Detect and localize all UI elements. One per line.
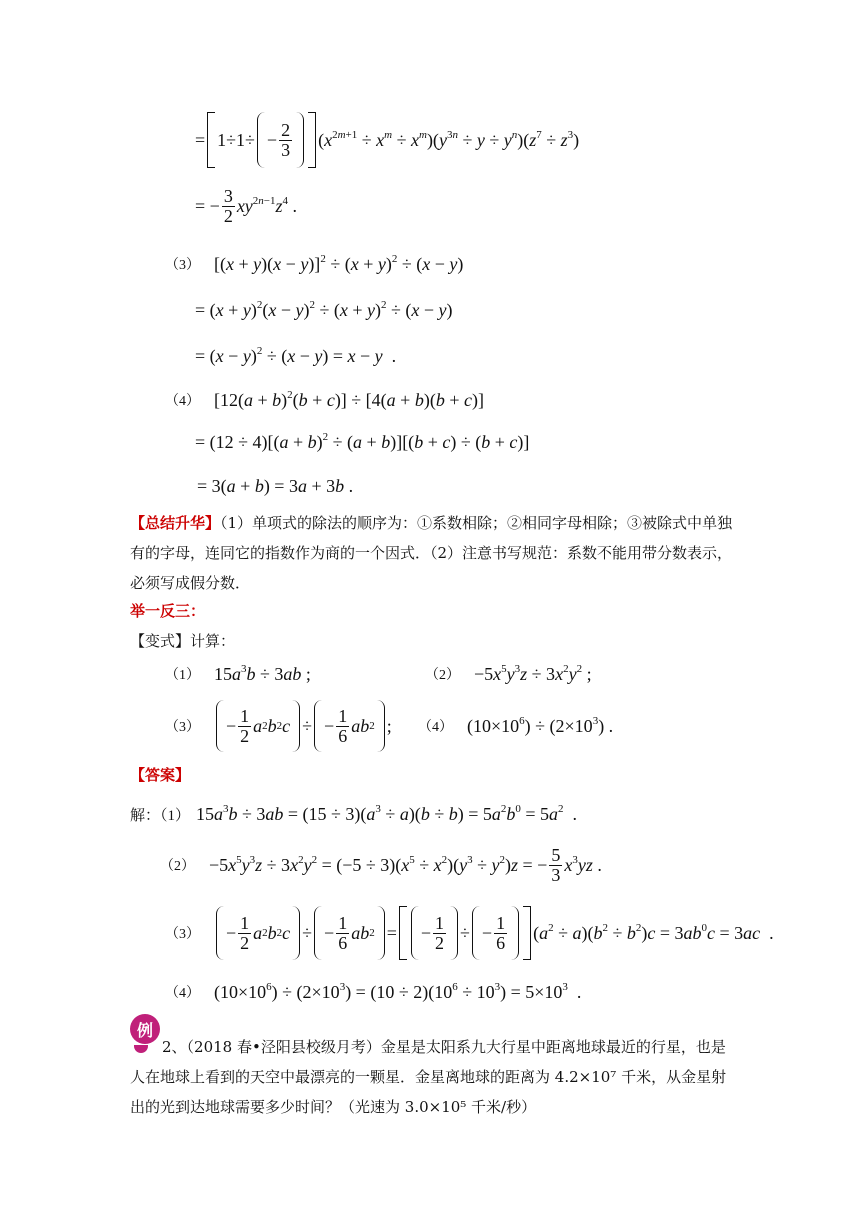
expr-part: $(x - y)^2 \div (x - y) = x - y$ . [205, 344, 397, 366]
equals-sign: = [195, 431, 206, 452]
eq-line-6 [165, 386, 484, 414]
item-label: （2） [160, 859, 195, 874]
item-label: （1） [165, 668, 200, 683]
left-bracket [207, 112, 215, 168]
expr-part: $[(x + y)(x - y)]^2 \div (x + y)^2 \div (x - y)$ [214, 252, 464, 274]
item-label: （4） [165, 986, 200, 1001]
right-paren [450, 906, 458, 960]
item-label: （3） [165, 258, 200, 273]
answer-title: 【答案】 [130, 766, 191, 784]
right-paren [292, 906, 300, 960]
item-label: 解：（1） [130, 807, 191, 824]
left-paren [216, 906, 224, 960]
right-paren [511, 906, 519, 960]
fraction: $\frac{5}{3}$ [551, 844, 561, 885]
answer-2 [160, 840, 602, 890]
eq-line-3 [165, 250, 463, 278]
expr-part: $15a^3b \div 3ab = (15 \div 3)(a^3 \div a)(b \div b) = 5a^2b^0 = 5a^2$ . [196, 802, 578, 824]
equals-minus: = − [195, 195, 220, 216]
eq-line-1 [195, 112, 579, 168]
practice-2 [425, 660, 592, 688]
right-paren [296, 112, 304, 168]
left-paren [411, 906, 419, 960]
expr-part: $[12(a + b)^2(b + c)] \div [4(a + b)(b + c)]$ [214, 388, 484, 410]
left-bracket [399, 906, 407, 960]
example-paragraph [130, 1032, 770, 1122]
example-badge-icon: 例 [130, 1014, 160, 1044]
expr-part: $(a^2 \div a)(b^2 \div b^2)c = 3ab^0c = 3ac$ . [533, 921, 774, 943]
expr-part: $-5x^5y^3z \div 3x^2y^2 = (-5 \div 3)(x^5 \div x^2)(y^3 \div y^2)z$ = − [209, 853, 548, 875]
summary-title: 【总结升华】 [130, 514, 221, 532]
item-label: （2） [425, 668, 460, 683]
item-label: （3） [165, 720, 200, 735]
practice-3: （3） − $\frac{1}{2}$ a 2 b 2 c ÷ − $\frac{1}{6}$ ab 2 ; [165, 700, 392, 752]
left-paren [314, 700, 322, 752]
equals-sign: = [195, 299, 206, 320]
frac-den: 2 [223, 205, 233, 226]
expr-part: $(10\times 10^6) \div (2\times 10^3) = (10 \div 2)(10^6 \div 10^3) = 5\times 10^3$ . [214, 980, 582, 1002]
item-label: （4） [165, 394, 200, 409]
frac-num: 3 [223, 185, 233, 206]
expr-part: $(x^{2m+1} \div x^m \div x^m)(y^{3n} \div y \div y^n)(z^7 \div z^3)$ [318, 128, 580, 150]
summary-paragraph [130, 508, 770, 598]
practice-1 [165, 660, 311, 688]
expr-part: $(x + y)^2(x - y)^2 \div (x + y)^2 \div (x - y)$ [205, 298, 453, 320]
answer-4 [165, 978, 581, 1006]
eq-line-2 [195, 182, 297, 230]
left-paren [257, 112, 265, 168]
fraction: $\frac{1}{6}$ [338, 705, 348, 746]
ops-text: 1÷1÷ [217, 129, 255, 150]
right-bracket [523, 906, 531, 960]
expr-part: $(12 \div 4)[(a + b)^2 \div (a + b)][(b + c) \div (b + c)]$ [205, 430, 530, 452]
example-line: 出的光到达地球需要多少时间？（光速为 3.0×10⁵ 千米/秒） [130, 1098, 537, 1116]
item-label: （4） [418, 720, 453, 735]
left-paren [472, 906, 480, 960]
equals-sign: = [195, 345, 206, 366]
expr-part: $(10\times 10^6) \div (2\times 10^3)$ . [467, 714, 614, 736]
eq-line-4 [195, 296, 453, 324]
item-label: （3） [165, 927, 200, 942]
example-line: 人在地球上看到的天空中最漂亮的一颗星．金星离地球的距离为 4.2×10⁷ 千米，从金星射 [130, 1068, 727, 1086]
fraction: $\frac{1}{2}$ [435, 912, 445, 953]
answer-3: （3） − $\frac{1}{2}$ a 2 b 2 c ÷ − $\frac{1}{6}$ ab 2 = − $\frac{1}{2}$ ÷ − $\frac{1}{6}$ $(a^2 \div a)(b^2 \div b^2)c = 3ab^0c = 3ac$ . [165, 906, 774, 960]
fraction: $\frac{1}{6}$ [338, 912, 348, 953]
answer-1 [130, 800, 577, 828]
right-paren [377, 700, 385, 752]
summary-line: 必须写成假分数． [130, 574, 251, 592]
eq-line-8 [197, 472, 353, 500]
fraction: $\frac{1}{2}$ [240, 912, 250, 953]
right-paren [377, 906, 385, 960]
bracket-group: 1÷1÷ − $\frac{2}{3}$ [205, 112, 318, 168]
practice-4 [418, 712, 613, 740]
practice-heading: 举一反三： [130, 602, 206, 620]
right-bracket [308, 112, 316, 168]
equals-sign: = [195, 129, 206, 150]
summary-line: 有的字母，连同它的指数作为商的一个因式．（2）注意书写规范：系数不能用带分数表示， [130, 544, 733, 562]
equals-sign: = [197, 475, 208, 496]
expr-part: $xy^{2n-1}z^4$ . [236, 194, 298, 216]
fraction [279, 121, 292, 160]
eq-line-7 [195, 428, 529, 456]
eq-line-5 [195, 342, 396, 370]
right-paren [292, 700, 300, 752]
variant-label: 【变式】计算： [130, 632, 236, 650]
expr-part: $15a^3b \div 3ab$ ; [214, 662, 311, 684]
example-line: 2、（2018 春•泾阳县校级月考）金星是太阳系九大行星中距离地球最近的行星，也是 [162, 1038, 726, 1056]
frac-num: 2 [281, 119, 291, 140]
frac-den: 3 [281, 139, 291, 160]
summary-line: （1）单项式的除法的顺序为：①系数相除；②相同字母相除；③被除式中单独 [220, 514, 733, 532]
expr-part: $-5x^5y^3z \div 3x^2y^2$ ; [474, 662, 592, 684]
left-paren [314, 906, 322, 960]
fraction: $\frac{1}{6}$ [496, 912, 506, 953]
expr-part: 3(a + b) = 3a + 3b . [207, 475, 354, 496]
expr-part: $x^3yz$ . [564, 853, 602, 875]
fraction [222, 187, 235, 226]
left-paren [216, 700, 224, 752]
fraction: $\frac{1}{2}$ [240, 705, 250, 746]
